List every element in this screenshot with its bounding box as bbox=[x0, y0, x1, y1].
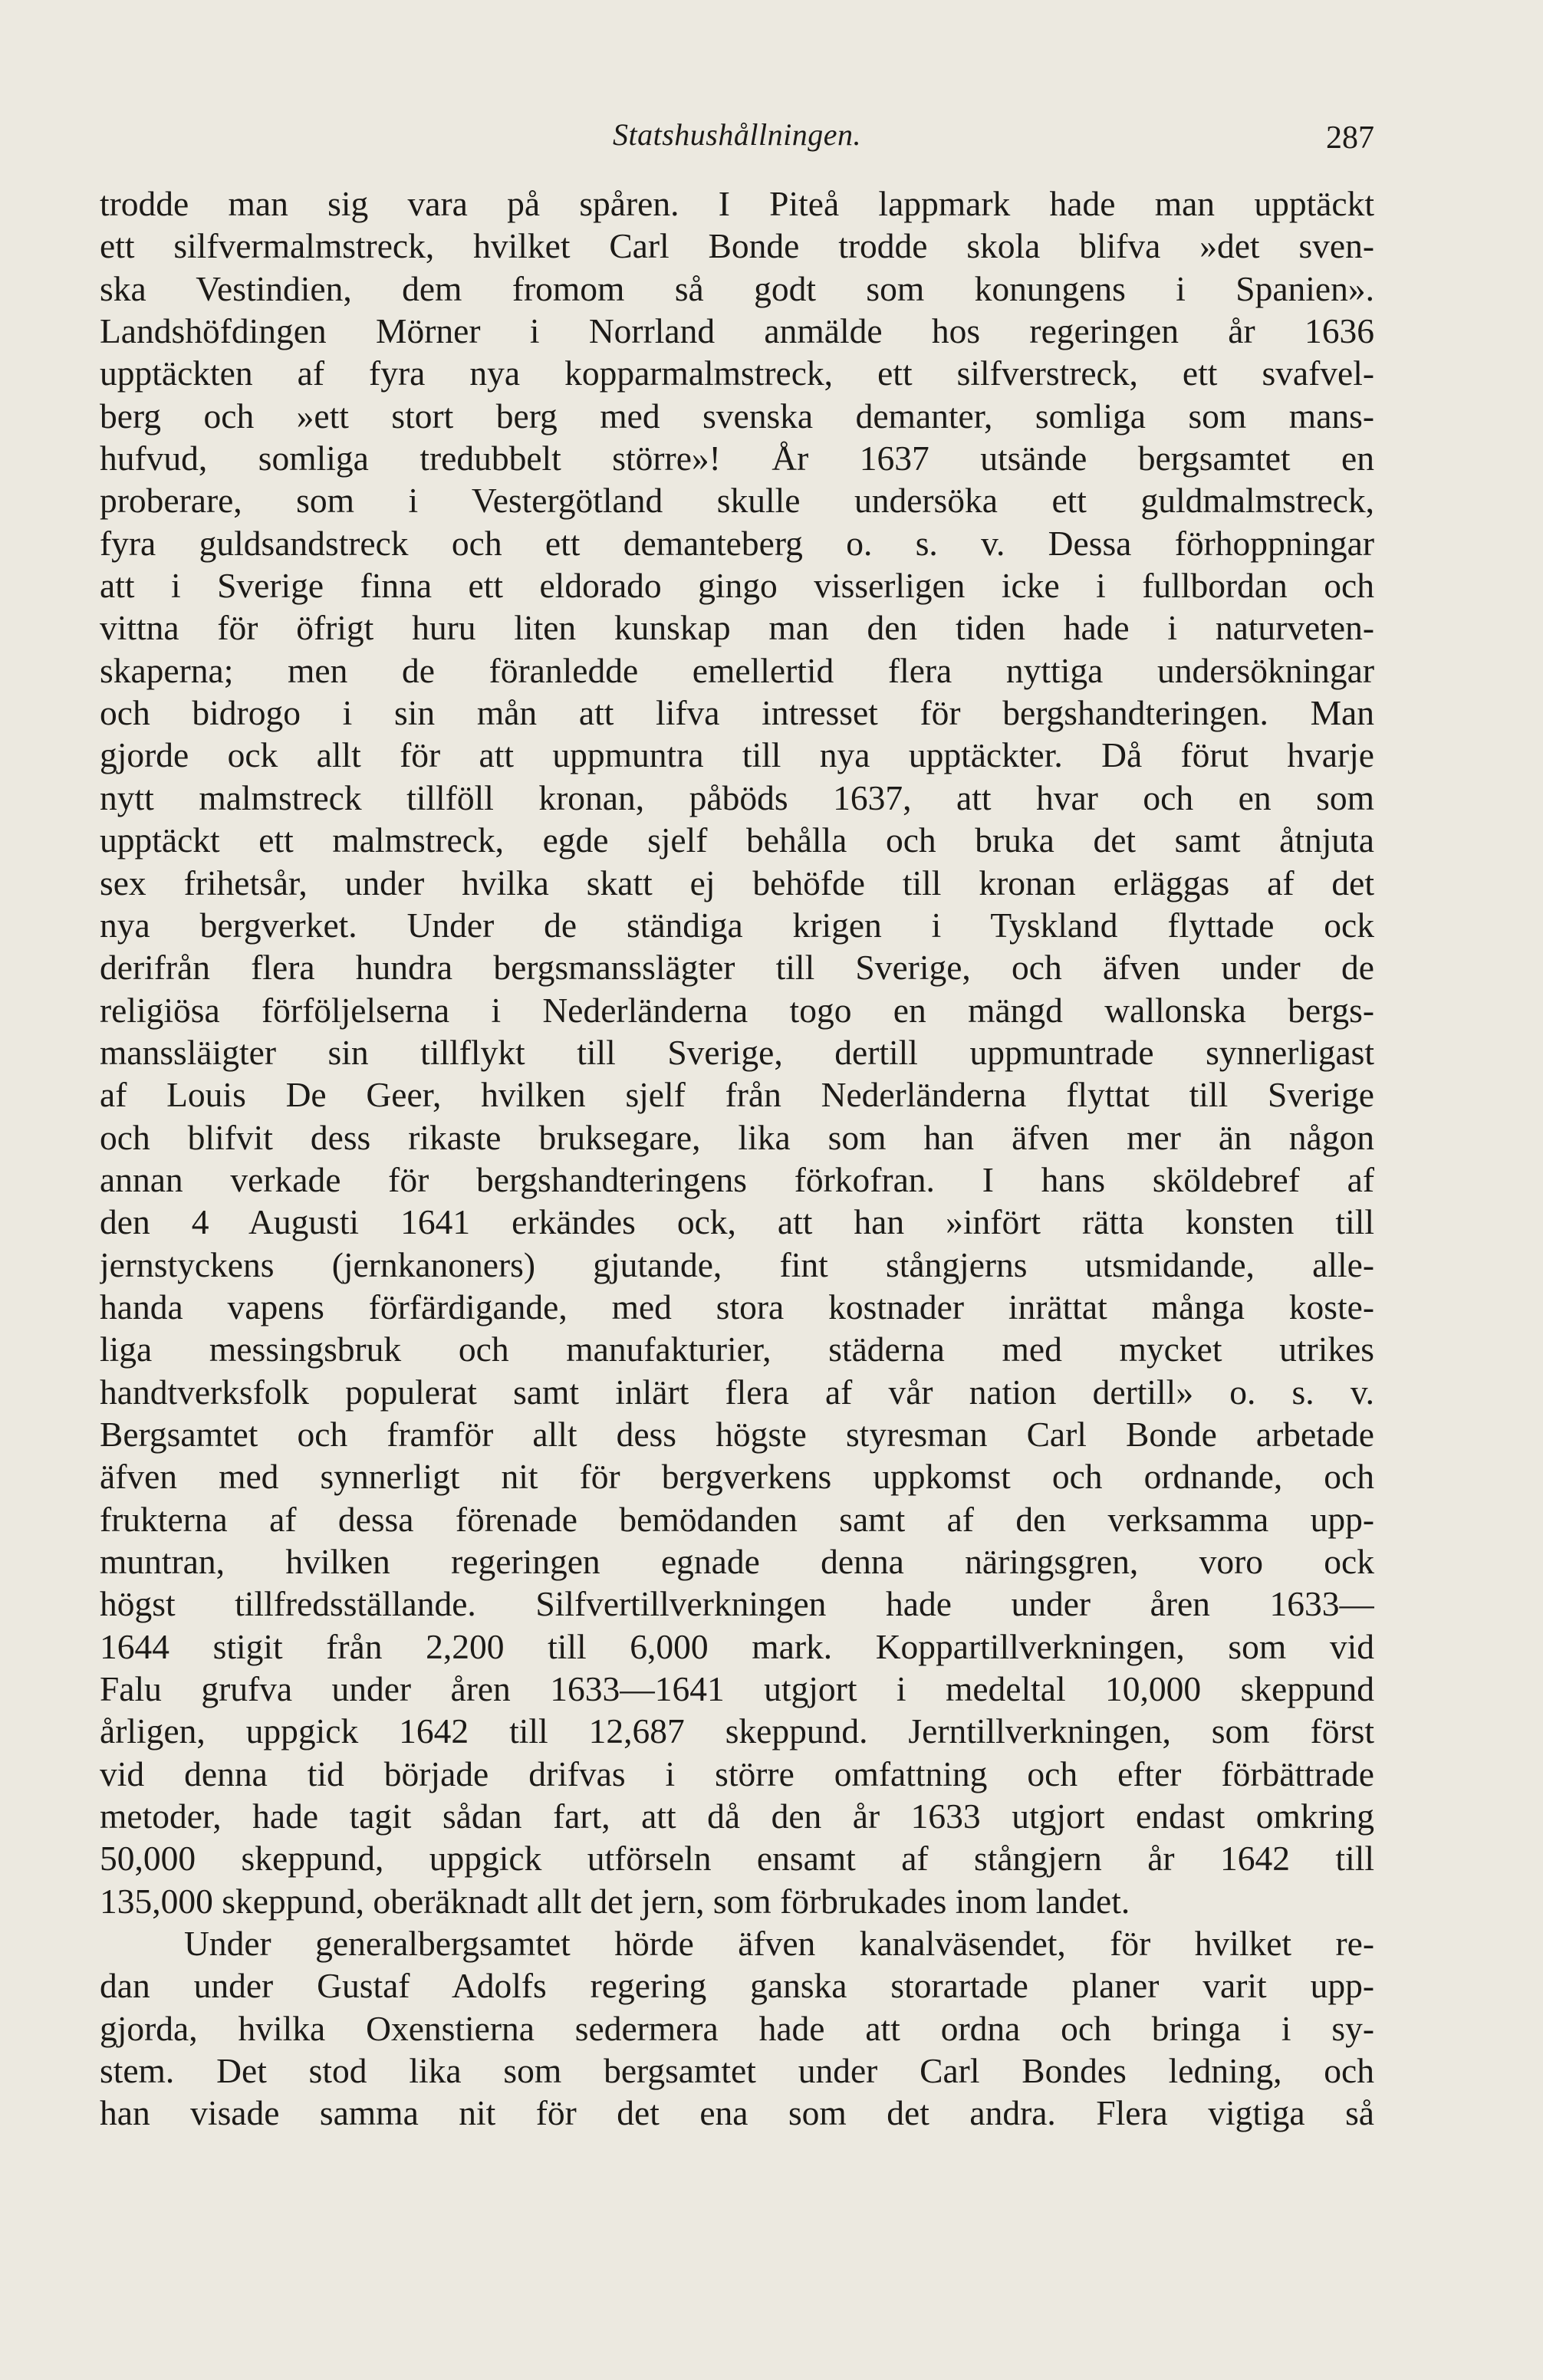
page-header bbox=[100, 117, 1374, 170]
text-line: och bidrogo i sin mån att lifva intresset för bergshandteringen. Man bbox=[100, 693, 1374, 733]
text-line: derifrån flera hundra bergsmansslägter till Sverige, och äfven under de bbox=[100, 948, 1374, 988]
text-line: jernstyckens (jernkanoners) gjutande, fint stångjerns utsmidande, alle- bbox=[100, 1244, 1374, 1284]
text-line: frukterna af dessa förenade bemödanden samt af den verksamma upp- bbox=[100, 1499, 1374, 1539]
text-line: vittna för öfrigt huru liten kunskap man den tiden hade i naturveten- bbox=[100, 608, 1374, 648]
text-line: dan under Gustaf Adolfs regering ganska storartade planer varit upp- bbox=[100, 1966, 1374, 2006]
text-line: muntran, hvilken regeringen egnade denna näringsgren, voro ock bbox=[100, 1542, 1374, 1581]
text-line: gjorda, hvilka Oxenstierna sedermera hade att ordna och bringa i sy- bbox=[100, 2008, 1374, 2048]
text-line: af Louis De Geer, hvilken sjelf från Nederländerna flyttat till Sverige bbox=[100, 1075, 1374, 1115]
text-line: stem. Det stod lika som bergsamtet under Carl Bondes ledning, och bbox=[100, 2051, 1374, 2091]
text-line: vid denna tid började drifvas i större omfattning och efter förbättrade bbox=[100, 1754, 1374, 1793]
text-line: och blifvit dess rikaste bruksegare, lika som han äfven mer än någon bbox=[100, 1117, 1374, 1157]
body-text bbox=[100, 182, 1374, 2135]
text-line: den 4 Augusti 1641 erkändes ock, att han »infört rätta konsten till bbox=[100, 1202, 1374, 1242]
text-line: annan verkade för bergshandteringens förkofran. I hans sköldebref af bbox=[100, 1159, 1374, 1199]
text-line: fyra guldsandstreck och ett demanteberg o. s. v. Dessa förhoppningar bbox=[100, 523, 1374, 563]
text-line: Bergsamtet och framför allt dess högste styresman Carl Bonde arbetade bbox=[100, 1414, 1374, 1454]
text-line: han visade samma nit för det ena som det andra. Flera vigtiga så bbox=[100, 2093, 1374, 2133]
text-line: Landshöfdingen Mörner i Norrland anmälde hos regeringen år 1636 bbox=[100, 311, 1374, 351]
text-line: Under generalbergsamtet hörde äfven kanalväsendet, för hvilket re- bbox=[184, 1924, 1374, 1964]
text-line: äfven med synnerligt nit för bergverkens uppkomst och ordnande, och bbox=[100, 1457, 1374, 1497]
text-line: nytt malmstreck tillföll kronan, påböds 1637, att hvar och en som bbox=[100, 777, 1374, 817]
text-line: ett silfvermalmstreck, hvilket Carl Bonde trodde skola blifva »det sven- bbox=[100, 226, 1374, 266]
text-line: liga messingsbruk och manufakturier, städerna med mycket utrikes bbox=[100, 1330, 1374, 1369]
text-line: nya bergverket. Under de ständiga krigen i Tyskland flyttade ock bbox=[100, 905, 1374, 945]
text-line: proberare, som i Vestergötland skulle undersöka ett guldmalmstreck, bbox=[100, 481, 1374, 521]
page-number: 287 bbox=[1326, 120, 1374, 156]
text-line: religiösa förföljelserna i Nederländerna togo en mängd wallonska bergs- bbox=[100, 990, 1374, 1030]
text-line: att i Sverige finna ett eldorado gingo visserligen icke i fullbordan och bbox=[100, 566, 1374, 606]
text-line: sex frihetsår, under hvilka skatt ej behöfde till kronan erläggas af det bbox=[100, 863, 1374, 902]
text-line: upptäckten af fyra nya kopparmalmstreck, ett silfverstreck, ett svafvel- bbox=[100, 353, 1374, 393]
text-line: 1644 stigit från 2,200 till 6,000 mark. Koppartillverkningen, som vid bbox=[100, 1626, 1374, 1666]
text-line: 50,000 skeppund, uppgick utförseln ensamt af stångjern år 1642 till bbox=[100, 1839, 1374, 1879]
text-line: årligen, uppgick 1642 till 12,687 skeppund. Jerntillverkningen, som först bbox=[100, 1711, 1374, 1751]
text-line: berg och »ett stort berg med svenska demanter, somliga som mans- bbox=[100, 396, 1374, 436]
text-line: metoder, hade tagit sådan fart, att då den år 1633 utgjort endast omkring bbox=[100, 1797, 1374, 1836]
text-line: ska Vestindien, dem fromom så godt som konungens i Spanien». bbox=[100, 268, 1374, 308]
text-line: gjorde ock allt för att uppmuntra till nya upptäckter. Då förut hvarje bbox=[100, 735, 1374, 775]
text-line: högst tillfredsställande. Silfvertillverkningen hade under åren 1633— bbox=[100, 1584, 1374, 1624]
text-line: handtverksfolk populerat samt inlärt flera af vår nation dertill» o. s. v. bbox=[100, 1372, 1374, 1412]
text-line: handa vapens förfärdigande, med stora kostnader inrättat många koste- bbox=[100, 1287, 1374, 1326]
text-line: manssläigter sin tillflykt till Sverige, dertill uppmuntrade synnerligast bbox=[100, 1032, 1374, 1072]
text-line: hufvud, somliga tredubbelt större»! År 1637 utsände bergsamtet en bbox=[100, 439, 1374, 478]
text-line: 135,000 skeppund, oberäknadt allt det jern, som förbrukades inom landet. bbox=[100, 1881, 1130, 1921]
running-head: Statshushållningen. bbox=[613, 117, 861, 152]
text-line: trodde man sig vara på spåren. I Piteå lappmark hade man upptäckt bbox=[100, 184, 1374, 223]
text-line: skaperna; men de föranledde emellertid flera nyttiga undersökningar bbox=[100, 650, 1374, 690]
text-line: upptäckt ett malmstreck, egde sjelf behålla och bruka det samt åtnjuta bbox=[100, 820, 1374, 860]
text-line: Falu grufva under åren 1633—1641 utgjort i medeltal 10,000 skeppund bbox=[100, 1669, 1374, 1709]
